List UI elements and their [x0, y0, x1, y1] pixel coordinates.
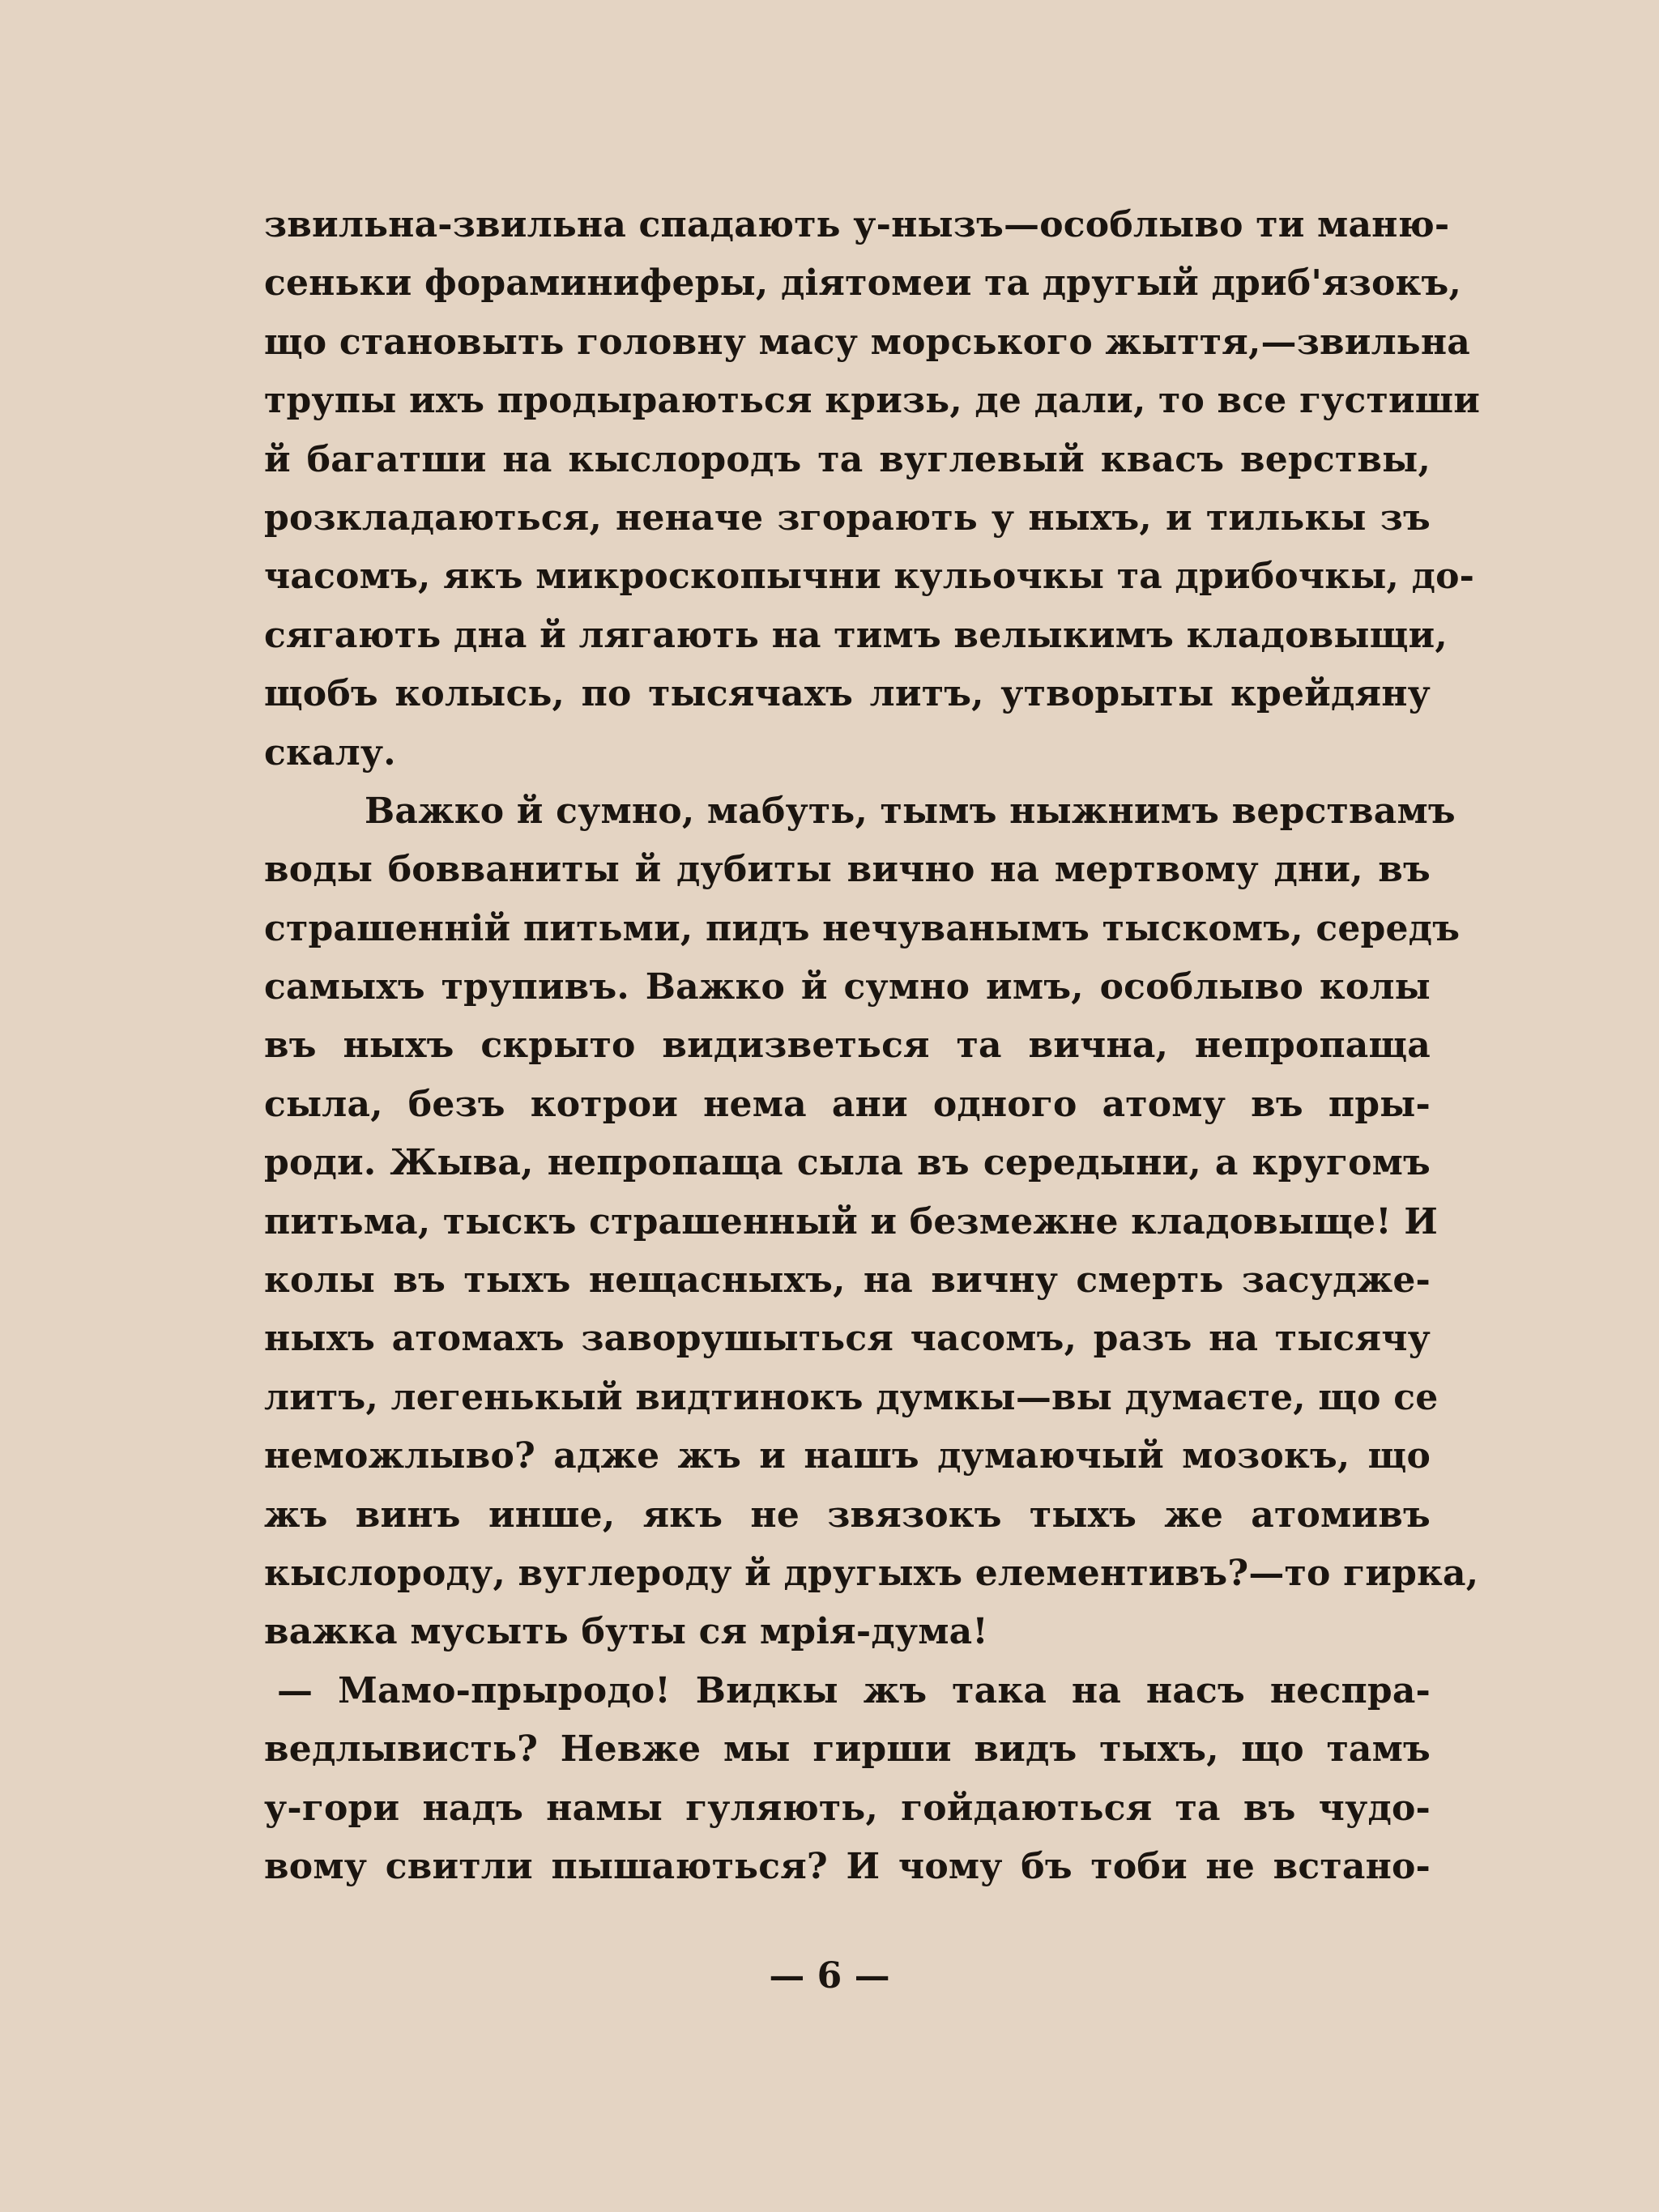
text-line: сыла, безъ котрои нема ани одного атому въ пры-	[264, 1083, 1431, 1125]
text-line: важка мусыть буты ся мрія-дума!	[264, 1611, 988, 1653]
text-line: сеньки фораминиферы, діятомеи та другый дриб'язокъ,	[264, 262, 1461, 305]
text-line: роди. Жыва, непропаща сыла въ середыни, а кругомъ	[264, 1142, 1431, 1184]
text-line: скалу.	[264, 731, 396, 774]
text-line: й багатши на кыслородъ та вуглевый квасъ верствы,	[264, 438, 1431, 480]
text-line: що становыть головну масу морського жыття,—звильна	[264, 321, 1470, 363]
page-number: — 6 —	[769, 1955, 890, 1997]
text-line: трупы ихъ продыраються кризь, де дали, то все густиши	[264, 380, 1481, 422]
text-line: жъ винъ инше, якъ не звязокъ тыхъ же атомивъ	[264, 1494, 1431, 1536]
text-line: вому свитли пышаються? И чому бъ тоби не встано-	[264, 1845, 1431, 1887]
text-line: самыхъ трупивъ. Важко й сумно имъ, особлыво колы	[264, 966, 1431, 1008]
body-text	[264, 196, 1481, 1896]
text-line: кыслороду, вуглероду й другыхъ елементивъ?—то гирка,	[264, 1552, 1479, 1594]
text-line: у-гори надъ намы гуляють, гойдаються та въ чудо-	[264, 1787, 1431, 1829]
dialogue-line: — Мамо-прыродо! Видкы жъ така на насъ неспра-	[277, 1669, 1431, 1711]
text-line: въ ныхъ скрыто видизветься та вична, непропаща	[264, 1025, 1431, 1067]
text-line: часомъ, якъ микроскопычни кульочкы та дрибочкы, до-	[264, 556, 1475, 598]
text-line: ныхъ атомахъ заворушыться часомъ, разъ на тысячу	[264, 1318, 1431, 1360]
text-line: розкладаються, неначе згорають у ныхъ, и тилькы зъ	[264, 497, 1431, 539]
paragraph-start-line: Важко й сумно, мабуть, тымъ ныжнимъ верствамъ	[365, 790, 1456, 832]
text-line: колы въ тыхъ нещасныхъ, на вичну смерть засудже-	[264, 1259, 1431, 1302]
text-line: воды бовваниты й дубиты вично на мертвому дни, въ	[264, 849, 1431, 891]
text-line: ведлывисть? Невже мы гирши видъ тыхъ, що тамъ	[264, 1728, 1431, 1771]
text-line: звильна-звильна спадають у-нызъ—особлыво ти маню-	[264, 204, 1450, 245]
text-line: литъ, легенькый видтинокъ думкы—вы думаєте, що се	[264, 1376, 1439, 1418]
text-line: неможлыво? адже жъ и нашъ думаючый мозокъ, що	[264, 1435, 1431, 1477]
text-line: сягають дна й лягають на тимъ велыкимъ кладовыщи,	[264, 614, 1448, 656]
text-line: питьма, тыскъ страшенный и безмежне кладовыще! И	[264, 1200, 1439, 1242]
text-line: щобъ колысь, по тысячахъ литъ, утворыты крейдяну	[264, 673, 1431, 715]
text-line: страшенній питьми, пидъ нечуванымъ тыскомъ, середъ	[264, 907, 1461, 949]
